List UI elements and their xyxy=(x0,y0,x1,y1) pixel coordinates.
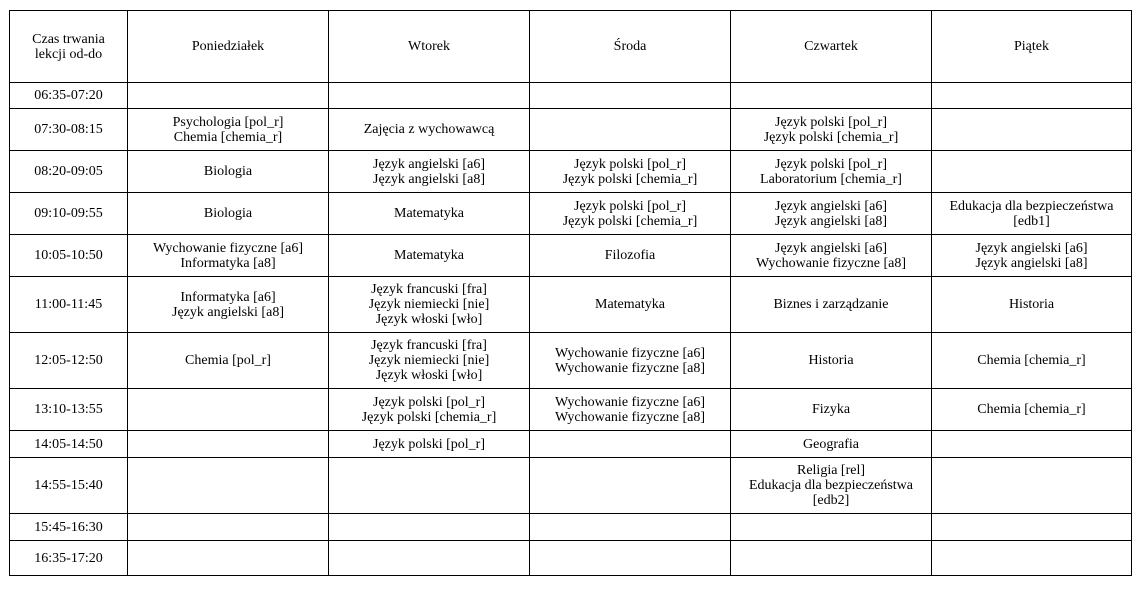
lesson-cell-friday xyxy=(932,235,1132,277)
lesson-cell-friday xyxy=(932,193,1132,235)
lesson-time-cell: 15:45-16:30 xyxy=(10,514,128,541)
lesson-cell-thursday xyxy=(731,389,932,431)
lesson-entry: Język angielski [a6] xyxy=(975,240,1088,256)
lesson-cell-friday xyxy=(932,389,1132,431)
lesson-cell-friday xyxy=(932,458,1132,514)
lesson-time-cell: 07:30-08:15 xyxy=(10,109,128,151)
lesson-entry: Geografia xyxy=(803,436,859,452)
lesson-entry: Wychowanie fizyczne [a6] xyxy=(555,394,705,410)
lesson-cell-tuesday xyxy=(329,431,530,458)
timetable-body xyxy=(10,83,1132,576)
lesson-entry: Wychowanie fizyczne [a6] xyxy=(555,345,705,361)
day-header-friday: Piątek xyxy=(932,11,1132,83)
timetable-row xyxy=(10,514,1132,541)
lesson-entry: Edukacja dla bezpieczeństwa xyxy=(748,478,914,493)
lesson-entry: Język polski [pol_r] xyxy=(373,436,485,452)
lesson-cell-thursday xyxy=(731,514,932,541)
day-header-monday: Poniedziałek xyxy=(128,11,329,83)
lesson-time-cell: 12:05-12:50 xyxy=(10,333,128,389)
lesson-entry: Laboratorium [chemia_r] xyxy=(760,171,902,187)
lesson-time-cell: 14:05-14:50 xyxy=(10,431,128,458)
lesson-entry: Język angielski [a8] xyxy=(775,213,887,229)
lesson-cell-thursday xyxy=(731,541,932,576)
lesson-entry: Biznes i zarządzanie xyxy=(773,297,889,312)
timetable-row xyxy=(10,193,1132,235)
lesson-cell-friday xyxy=(932,83,1132,109)
lesson-cell-monday xyxy=(128,277,329,333)
lesson-entry: Język polski [chemia_r] xyxy=(562,171,698,187)
day-header-thursday: Czwartek xyxy=(731,11,932,83)
lesson-cell-thursday xyxy=(731,193,932,235)
lesson-entry: Fizyka xyxy=(811,402,851,417)
lesson-entry: Edukacja dla bezpieczeństwa xyxy=(949,198,1114,214)
lesson-entry: Język polski [pol_r] xyxy=(574,198,686,214)
lesson-cell-wednesday xyxy=(530,235,731,277)
lesson-cell-tuesday xyxy=(329,389,530,431)
lesson-cell-thursday xyxy=(731,431,932,458)
lesson-entry: Matematyka xyxy=(394,206,464,221)
lesson-cell-monday xyxy=(128,83,329,109)
timetable-row xyxy=(10,431,1132,458)
lesson-time-cell: 06:35-07:20 xyxy=(10,83,128,109)
lesson-cell-tuesday xyxy=(329,514,530,541)
lesson-cell-monday xyxy=(128,109,329,151)
lesson-cell-tuesday xyxy=(329,151,530,193)
lesson-cell-wednesday xyxy=(530,109,731,151)
lesson-entry: Chemia [chemia_r] xyxy=(977,402,1086,417)
lesson-entry: Wychowanie fizyczne [a8] xyxy=(756,255,906,271)
lesson-cell-thursday xyxy=(731,277,932,333)
lesson-entry: Historia xyxy=(808,353,854,368)
lesson-cell-thursday xyxy=(731,109,932,151)
time-header-line: Czas trwania xyxy=(32,31,105,47)
lesson-entry: Język francuski [fra] xyxy=(371,282,487,297)
lesson-cell-monday xyxy=(128,333,329,389)
timetable-row xyxy=(10,541,1132,576)
lesson-cell-wednesday xyxy=(530,541,731,576)
lesson-cell-monday xyxy=(128,458,329,514)
lesson-entry: Psychologia [pol_r] xyxy=(172,114,284,130)
lesson-entry: Język polski [chemia_r] xyxy=(361,409,497,425)
lesson-cell-wednesday xyxy=(530,333,731,389)
lesson-entry: Język angielski [a8] xyxy=(373,171,485,187)
lesson-time-cell: 09:10-09:55 xyxy=(10,193,128,235)
lesson-entry: Język polski [chemia_r] xyxy=(763,129,899,145)
lesson-cell-tuesday xyxy=(329,235,530,277)
lesson-cell-friday xyxy=(932,514,1132,541)
lesson-entry: Język polski [pol_r] xyxy=(373,394,485,410)
timetable-row xyxy=(10,109,1132,151)
lesson-entry: Język polski [pol_r] xyxy=(574,156,686,172)
lesson-cell-wednesday xyxy=(530,83,731,109)
lesson-cell-wednesday xyxy=(530,193,731,235)
lesson-entry: Język angielski [a6] xyxy=(775,240,887,256)
lesson-cell-monday xyxy=(128,389,329,431)
day-header-tuesday: Wtorek xyxy=(329,11,530,83)
lesson-entry: Język polski [pol_r] xyxy=(775,156,887,172)
lesson-cell-monday xyxy=(128,235,329,277)
time-header-line: lekcji od-do xyxy=(34,46,103,62)
lesson-entry: Biologia xyxy=(203,164,253,179)
lesson-cell-friday xyxy=(932,333,1132,389)
timetable-header xyxy=(10,11,1132,83)
lesson-cell-friday xyxy=(932,431,1132,458)
lesson-cell-wednesday xyxy=(530,389,731,431)
lesson-cell-friday xyxy=(932,541,1132,576)
lesson-time-cell: 16:35-17:20 xyxy=(10,541,128,576)
lesson-time-cell: 11:00-11:45 xyxy=(10,277,128,333)
lesson-cell-thursday xyxy=(731,151,932,193)
lesson-cell-tuesday xyxy=(329,193,530,235)
day-header-wednesday: Środa xyxy=(530,11,731,83)
lesson-entry: Religia [rel] xyxy=(796,463,866,478)
lesson-entry: [edb2] xyxy=(812,493,850,508)
lesson-entry: Język francuski [fra] xyxy=(371,338,487,353)
lesson-entry: Język niemiecki [nie] xyxy=(368,297,490,312)
lesson-time-cell: 10:05-10:50 xyxy=(10,235,128,277)
lesson-cell-tuesday xyxy=(329,541,530,576)
lesson-entry: Język angielski [a8] xyxy=(975,255,1088,271)
lesson-entry: Wychowanie fizyczne [a8] xyxy=(555,409,705,425)
timetable-row xyxy=(10,235,1132,277)
lesson-cell-thursday xyxy=(731,83,932,109)
timetable-row xyxy=(10,83,1132,109)
lesson-entry: Język polski [chemia_r] xyxy=(562,213,698,229)
lesson-cell-tuesday xyxy=(329,277,530,333)
time-column-header xyxy=(10,11,128,83)
lesson-cell-monday xyxy=(128,193,329,235)
lesson-entry: Język niemiecki [nie] xyxy=(368,353,490,368)
lesson-entry: Wychowanie fizyczne [a6] xyxy=(153,240,303,256)
lesson-cell-tuesday xyxy=(329,83,530,109)
lesson-cell-wednesday xyxy=(530,277,731,333)
lesson-cell-monday xyxy=(128,541,329,576)
lesson-cell-monday xyxy=(128,431,329,458)
timetable-row xyxy=(10,389,1132,431)
lesson-entry: Chemia [pol_r] xyxy=(185,353,271,368)
lesson-entry: Język angielski [a6] xyxy=(775,198,887,214)
lesson-cell-wednesday xyxy=(530,458,731,514)
lesson-entry: [edb1] xyxy=(1013,213,1050,229)
lesson-entry: Matematyka xyxy=(394,248,464,263)
lesson-cell-friday xyxy=(932,109,1132,151)
lesson-time-cell: 14:55-15:40 xyxy=(10,458,128,514)
lesson-entry: Język polski [pol_r] xyxy=(775,114,887,130)
lesson-cell-thursday xyxy=(731,458,932,514)
lesson-entry: Matematyka xyxy=(595,297,665,312)
lesson-cell-wednesday xyxy=(530,151,731,193)
header-row xyxy=(10,11,1132,83)
lesson-cell-wednesday xyxy=(530,431,731,458)
lesson-cell-monday xyxy=(128,151,329,193)
lesson-cell-monday xyxy=(128,514,329,541)
lesson-cell-thursday xyxy=(731,333,932,389)
lesson-entry: Filozofia xyxy=(604,248,656,263)
lesson-entry: Język włoski [wło] xyxy=(375,312,483,327)
lesson-entry: Chemia [chemia_r] xyxy=(173,129,283,145)
lesson-cell-wednesday xyxy=(530,514,731,541)
lesson-entry: Zajęcia z wychowawcą xyxy=(363,122,495,137)
timetable-row xyxy=(10,333,1132,389)
lesson-cell-tuesday xyxy=(329,333,530,389)
lesson-entry: Historia xyxy=(1008,297,1055,312)
lesson-cell-friday xyxy=(932,277,1132,333)
timetable-row xyxy=(10,277,1132,333)
lesson-cell-tuesday xyxy=(329,109,530,151)
lesson-entry: Biologia xyxy=(203,206,253,221)
lesson-time-cell: 08:20-09:05 xyxy=(10,151,128,193)
lesson-entry: Język angielski [a6] xyxy=(373,156,485,172)
lesson-cell-friday xyxy=(932,151,1132,193)
lesson-entry: Informatyka [a8] xyxy=(180,255,276,271)
lesson-entry: Język włoski [wło] xyxy=(375,368,483,383)
timetable-row xyxy=(10,458,1132,514)
lesson-entry: Informatyka [a6] xyxy=(180,289,276,305)
lesson-cell-thursday xyxy=(731,235,932,277)
lesson-entry: Język angielski [a8] xyxy=(172,304,284,320)
lesson-entry: Wychowanie fizyczne [a8] xyxy=(555,360,705,376)
timetable xyxy=(9,10,1132,576)
lesson-cell-tuesday xyxy=(329,458,530,514)
lesson-entry: Chemia [chemia_r] xyxy=(977,353,1086,368)
timetable-row xyxy=(10,151,1132,193)
lesson-time-cell: 13:10-13:55 xyxy=(10,389,128,431)
